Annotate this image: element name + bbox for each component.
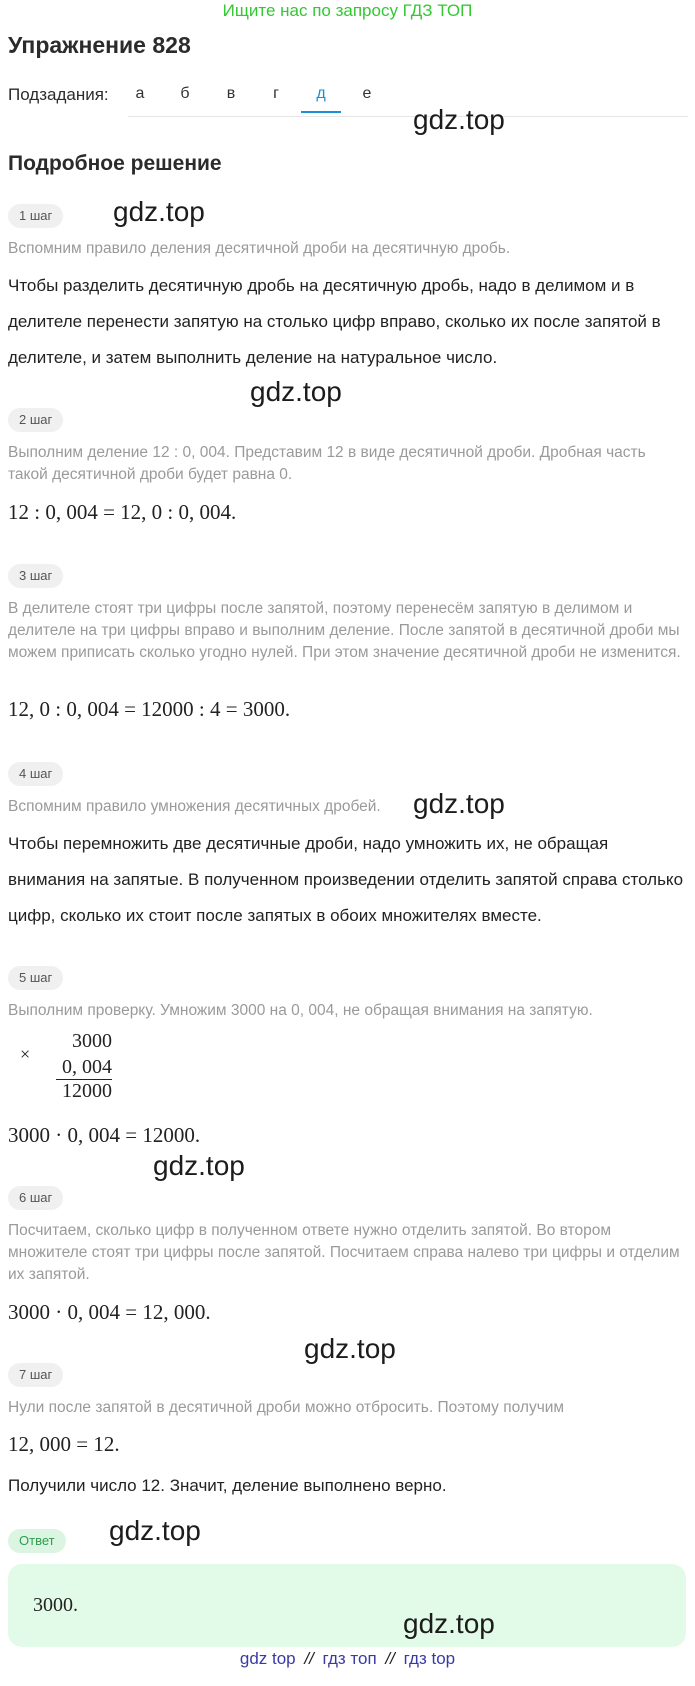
step-note: Вспомним правило деления десятичной дроби на десятичную дробь. (8, 240, 511, 257)
step-note: Посчитаем, сколько цифр в полученном ответе нужно отделить запятой. Во втором множителе стоят три цифры после запятой. Посчитаем справа налево три цифры и отделим их запятой. (8, 1222, 680, 1283)
step-rule: Чтобы разделить десятичную дробь на десятичную дробь, надо в делимом и в делителе перенести запятую на столько цифр вправо, сколько их после запятой в делителе, и затем выполнить деление на натуральное число. (8, 276, 661, 367)
watermark: gdz.top (403, 1608, 495, 1639)
subtask-tabs (128, 80, 688, 117)
solution-title: Подробное решение (8, 152, 222, 175)
subtasks-label: Подзадания: (8, 85, 109, 104)
watermark: gdz.top (413, 788, 505, 819)
tab-d[interactable]: д (301, 85, 341, 113)
step-note: Нули после запятой в десятичной дроби можно отбросить. Поэтому получим (8, 1399, 565, 1416)
step-conclusion: Получили число 12. Значит, деление выполнено верно. (8, 1476, 447, 1495)
tab-b[interactable]: б (180, 85, 190, 102)
factor-one: 3000 (72, 1030, 112, 1052)
watermark: gdz.top (109, 1515, 201, 1546)
step-badge: 3 шаг (8, 564, 63, 588)
answer-box (8, 1564, 686, 1647)
tab-e[interactable]: е (362, 85, 372, 102)
step-badge: 2 шаг (8, 408, 63, 432)
step-badge: 4 шаг (8, 762, 63, 786)
step-badge: 7 шаг (8, 1363, 63, 1387)
step-formula: 12 : 0, 004 = 12, 0 : 0, 004. (8, 500, 237, 524)
step-note: В делителе стоят три цифры после запятой, поэтому перенесём запятую в делимом и делителе на три цифры вправо и выполним деление. После запятой в десятичной дроби мы можем приписать сколько угодно нулей. При этом значение десятичной дроби не изменится. (8, 600, 681, 661)
footer-link-gdz-top-mixed[interactable]: гдз top (403, 1649, 456, 1668)
footer-links (0, 1649, 695, 1669)
footer-separator: // (385, 1649, 395, 1668)
product: 12000 (62, 1080, 112, 1102)
step-rule: Чтобы перемножить две десятичные дроби, надо умножить их, не обращая внимания на запятые. В полученном произведении отделить запятой справа столько цифр, сколько их стоит после запятых в обоих множителях вместе. (8, 834, 684, 925)
tab-a[interactable]: а (135, 85, 145, 102)
tab-g[interactable]: г (273, 85, 279, 102)
footer-separator: // (304, 1649, 314, 1668)
watermark: gdz.top (113, 196, 205, 227)
step-badge: 6 шаг (8, 1186, 63, 1210)
answer-value: 3000. (33, 1594, 78, 1616)
footer-link-gdz-top[interactable]: gdz top (239, 1649, 296, 1668)
step-note: Выполним проверку. Умножим 3000 на 0, 004, не обращая внимания на запятую. (8, 1002, 593, 1019)
page-title: Упражнение 828 (8, 32, 191, 58)
footer-link-gdz-top-ru[interactable]: гдз топ (322, 1649, 377, 1668)
watermark: gdz.top (413, 104, 505, 135)
step-badge: 5 шаг (8, 966, 63, 990)
watermark: gdz.top (304, 1333, 396, 1364)
factor-two: 0, 004 (56, 1056, 112, 1080)
step-note: Вспомним правило умножения десятичных дробей. (8, 798, 381, 815)
tab-v[interactable]: в (226, 85, 236, 102)
watermark: gdz.top (153, 1150, 245, 1181)
watermark: gdz.top (250, 376, 342, 407)
step-badge: 1 шаг (8, 204, 63, 228)
step-formula: 12, 000 = 12. (8, 1432, 120, 1456)
step-note: Выполним деление 12 : 0, 004. Представим 12 в виде десятичной дроби. Дробная часть такой десятичной дроби будет равна 0. (8, 444, 646, 483)
step-formula: 12, 0 : 0, 004 = 12000 : 4 = 3000. (8, 697, 291, 721)
step-formula: 3000 · 0, 004 = 12, 000. (8, 1300, 211, 1324)
step-formula: 3000 · 0, 004 = 12000. (8, 1123, 201, 1147)
promo-banner[interactable]: Ищите нас по запросу ГДЗ ТОП (222, 1, 473, 20)
answer-badge: Ответ (8, 1529, 66, 1553)
multiply-sign: × (20, 1044, 31, 1064)
